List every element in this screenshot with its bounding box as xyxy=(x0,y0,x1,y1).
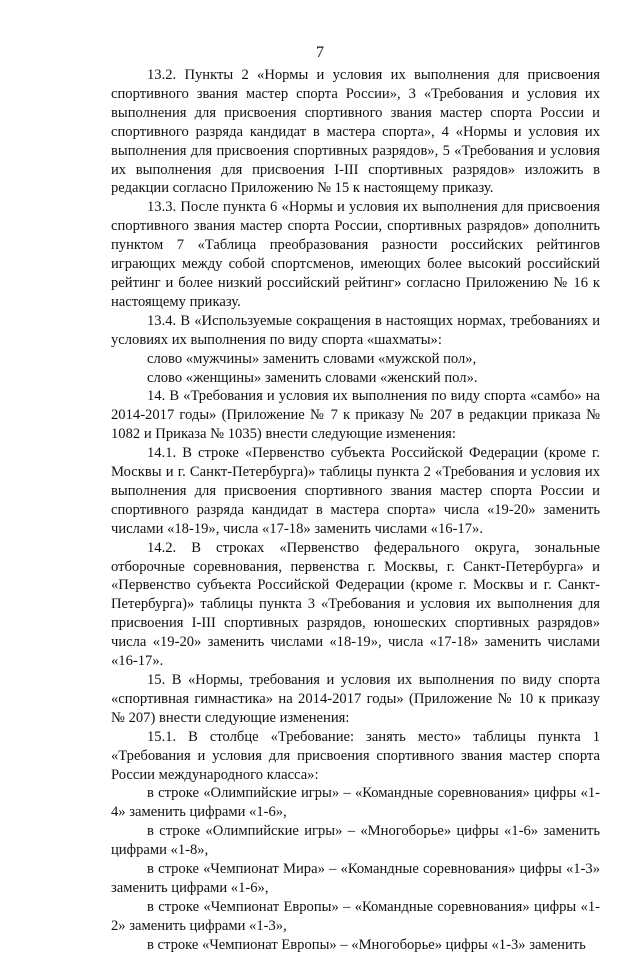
paragraph-15: 15. В «Нормы, требования и условия их выполнения по виду спорта «спортивная гимнастика» на 2014-2017 годы» (Приложение № 10 к приказу № 207) внести следующие изменения: xyxy=(111,672,600,726)
paragraph-olympics-team: в строке «Олимпийские игры» – «Командные соревнования» цифры «1-4» заменить цифрами «1-6», xyxy=(111,785,600,821)
paragraph-13-4-men: слово «мужчины» заменить словами «мужской пол», xyxy=(147,350,477,367)
paragraph-13-4-women: слово «женщины» заменить словами «женский пол». xyxy=(147,369,478,386)
paragraph-13-4: 13.4. В «Используемые сокращения в настоящих нормах, требованиях и условиях их выполнения по виду спорта «шахматы»: xyxy=(111,312,600,348)
document-body xyxy=(111,66,600,955)
paragraph-13-2: 13.2. Пункты 2 «Нормы и условия их выполнения для присвоения спортивного звания мастер спорта России», 3 «Требования и условия их выполнения для присвоения спортивного звания мастер спорта России и спортивного разряда кандидат в мастера спорта», 4 «Нормы и условия их выполнения для присвоения спортивных разрядов», 5 «Требования и условия их выполнения для присвоения I-III спортивных разрядов» изложить в редакции согласно Приложению № 15 к настоящему приказу. xyxy=(111,67,600,197)
paragraph-13-3: 13.3. После пункта 6 «Нормы и условия их выполнения для присвоения спортивного звания мастер спорта России, спортивных разрядов» дополнить пунктом 7 «Таблица преобразования разности российских рейтингов играющих между собой спортсменов, имеющих более высокий российский рейтинг и более низкий российский рейтинг» согласно Приложению № 16 к настоящему приказу. xyxy=(111,199,600,310)
paragraph-14: 14. В «Требования и условия их выполнения по виду спорта «самбо» на 2014-2017 годы» (Приложение № 7 к приказу № 207 в редакции приказа № 1082 и Приказа № 1035) внести следующие изменения: xyxy=(111,388,600,443)
paragraph-14-1: 14.1. В строке «Первенство субъекта Российской Федерации (кроме г. Москвы и г. Санкт-Петербурга)» таблицы пункта 2 «Требования и условия их выполнения для присвоения спортивного звания мастер спорта России и спортивного разряда кандидат в мастера спорта» числа «19-20» заменить числами «18-19», числа «17-18» заменить числами «16-17». xyxy=(111,445,600,537)
paragraph-europe-allaround: в строке «Чемпионат Европы» – «Многоборье» цифры «1-3» заменить xyxy=(147,936,586,953)
paragraph-14-2: 14.2. В строках «Первенство федерального округа, зональные отборочные соревнования, первенства г. Москвы, г. Санкт-Петербурга» и «Первенство субъекта Российской Федерации (кроме г. Москвы и г. Санкт-Петербурга)» таблицы пункта 3 «Требования и условия их выполнения для присвоения I-III спортивных разрядов, юношеских спортивных разрядов» числа «19-20» заменить числами «18-19», числа «17-18» заменить числами «16-17». xyxy=(111,539,600,670)
paragraph-olympics-allaround: в строке «Олимпийские игры» – «Многоборье» цифры «1-6» заменить цифрами «1-8», xyxy=(111,823,600,859)
paragraph-europe-team: в строке «Чемпионат Европы» – «Командные соревнования» цифры «1-2» заменить цифрами «1-3», xyxy=(111,898,600,934)
page-number: 7 xyxy=(316,44,324,61)
paragraph-15-1: 15.1. В столбце «Требование: занять место» таблицы пункта 1 «Требования и условия для присвоения спортивного звания мастер спорта России международного класса»: xyxy=(111,728,600,783)
paragraph-worlds-team: в строке «Чемпионат Мира» – «Командные соревнования» цифры «1-3» заменить цифрами «1-6», xyxy=(111,861,600,896)
